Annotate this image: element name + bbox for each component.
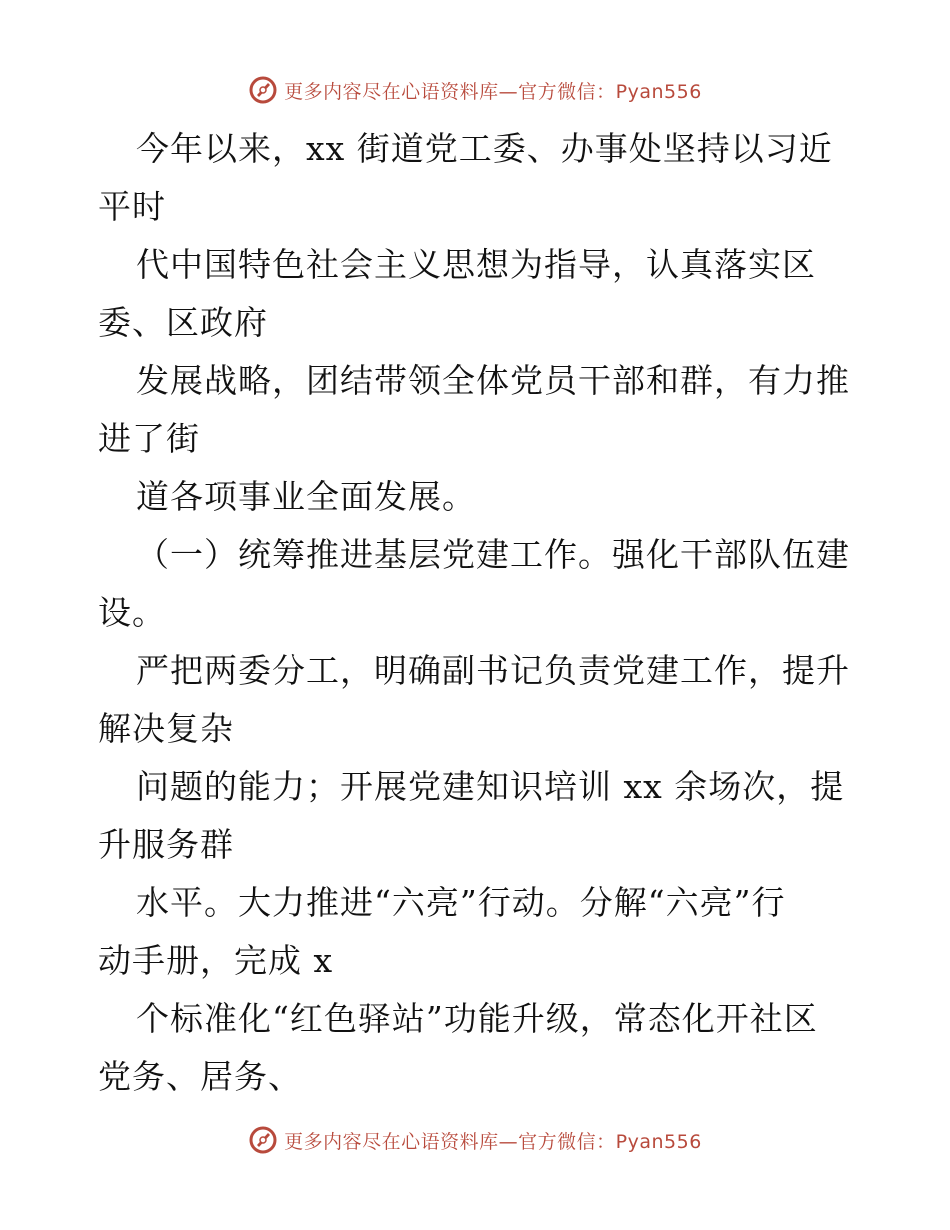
paragraph-line: 问题的能力；开展党建知识培训 xx 余场次，提 [136,767,845,806]
paragraph-line: 代中国特色社会主义思想为指导，认真落实区 [136,245,816,284]
paragraph-line: 委、区政府 [98,303,268,342]
paragraph-line: 党务、居务、 [98,1057,302,1096]
paragraph-line: 升服务群 [98,825,234,864]
paragraph-line: 设。 [98,593,166,632]
paragraph-line: 个标准化“红色驿站”功能升级，常态化开社区 [136,999,818,1038]
paragraph-line: 严把两委分工，明确副书记负责党建工作，提升 [136,651,850,690]
brand-logo-icon [248,1125,278,1155]
paragraph-line: 道各项事业全面发展。 [136,477,476,516]
brand-logo-icon [248,75,278,105]
document-body [98,120,858,1106]
section-heading-line: （一）统筹推进基层党建工作。强化干部队伍建 [136,535,850,574]
paragraph-line: 解决复杂 [98,709,234,748]
footer-banner-text: 更多内容尽在心语资料库—官方微信：Pyan556 [284,1130,702,1153]
paragraph-line: 平时 [98,187,166,226]
paragraph-line: 水平。大力推进“六亮”行动。分解“六亮”行 [136,883,786,922]
paragraph-line: 今年以来，xx 街道党工委、办事处坚持以习近 [136,129,833,168]
paragraph-line: 动手册，完成 x [98,941,334,980]
paragraph-line: 进了街 [98,419,200,458]
paragraph-line: 发展战略，团结带领全体党员干部和群，有力推 [136,361,850,400]
header-banner [0,70,950,110]
footer-banner [0,1120,950,1160]
header-banner-text: 更多内容尽在心语资料库—官方微信：Pyan556 [284,80,702,103]
